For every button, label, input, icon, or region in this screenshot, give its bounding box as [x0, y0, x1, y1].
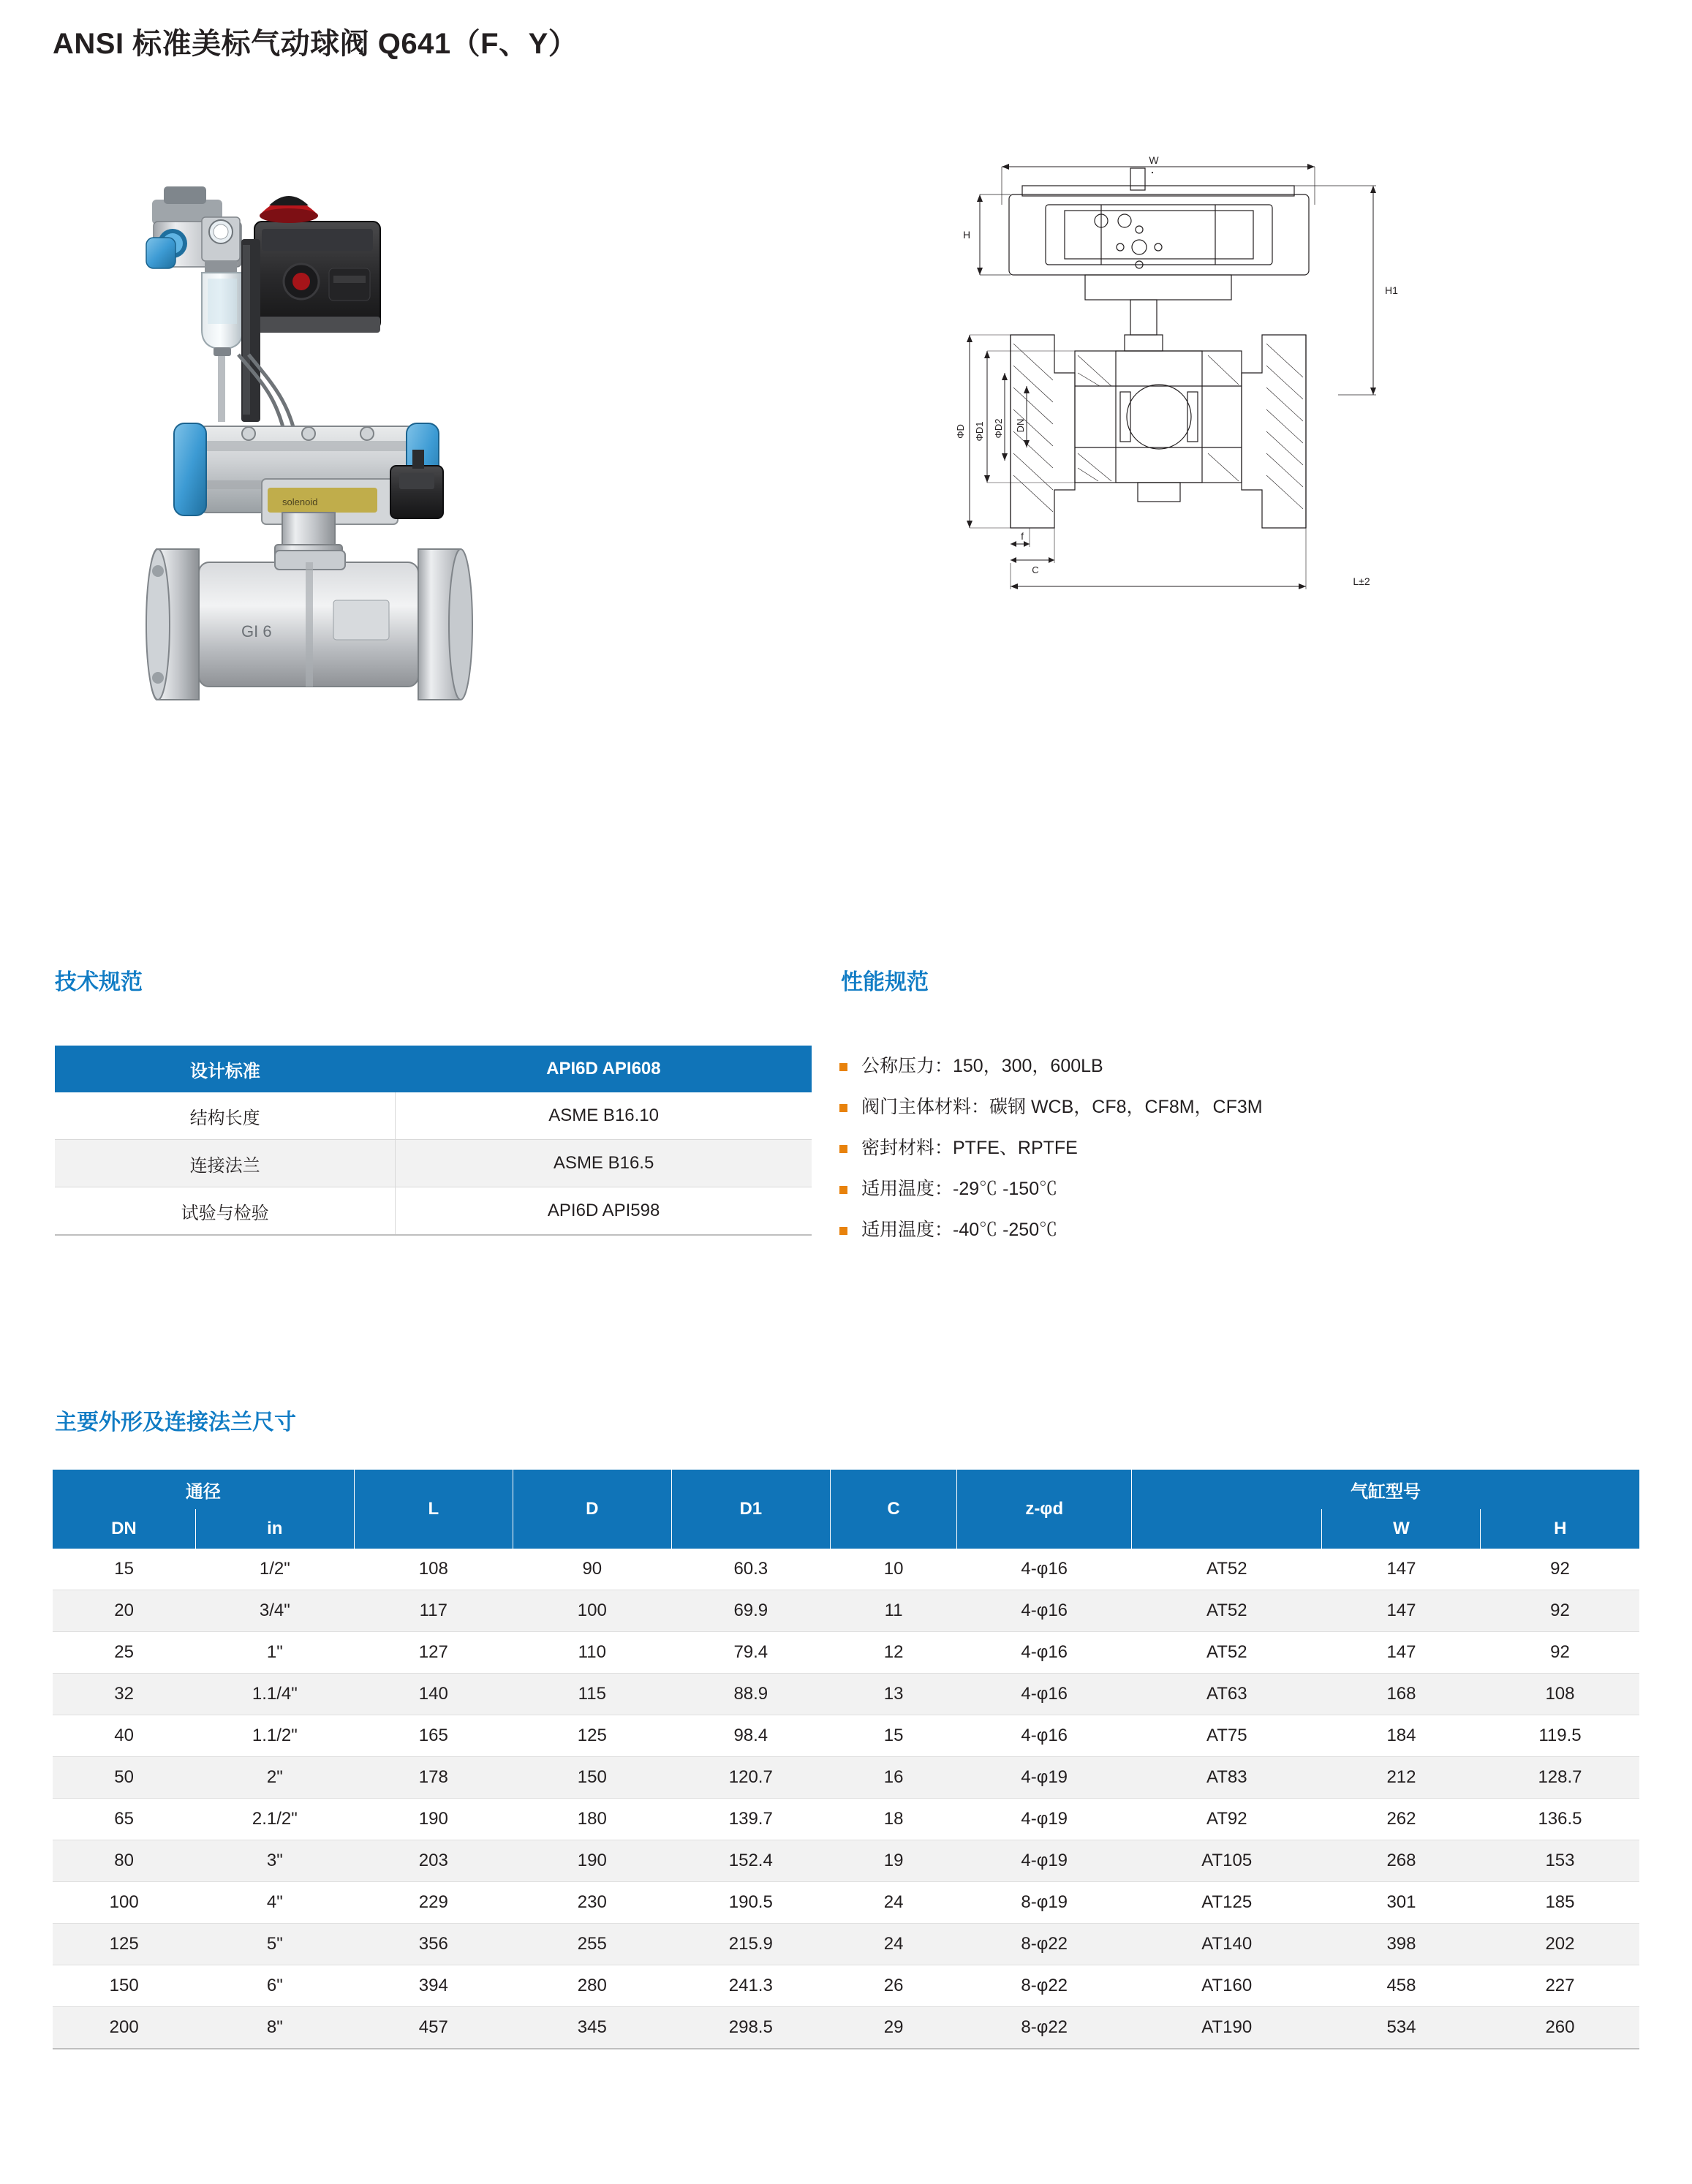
tech-spec-heading: 技术规范 [55, 970, 143, 994]
table-header-row-top [53, 1470, 1639, 1509]
dim-header-D: D [513, 1470, 671, 1549]
dim-header-zphid: z-φd [957, 1470, 1132, 1549]
tech-header-0: 设计标准 [55, 1046, 396, 1092]
dim-cell: 18 [830, 1799, 957, 1840]
dim-cell: 457 [354, 2007, 513, 2049]
dim-cell: AT92 [1132, 1799, 1322, 1840]
dim-header-D1: D1 [671, 1470, 830, 1549]
tech-cell: 连接法兰 [55, 1140, 396, 1187]
dim-cell: 212 [1322, 1757, 1481, 1799]
valve-body-marking: GI 6 [241, 622, 272, 641]
dimension-table-heading: 主要外形及连接法兰尺寸 [55, 1410, 296, 1435]
dim-cell: 4-φ16 [957, 1632, 1132, 1674]
table-header-row [55, 1046, 812, 1092]
dim-cell: 203 [354, 1840, 513, 1882]
dim-cell: 15 [53, 1549, 195, 1590]
dim-cell: 125 [513, 1715, 671, 1757]
dim-cell: 260 [1481, 2007, 1639, 2049]
dim-cell: 356 [354, 1924, 513, 1965]
dim-cell: 4-φ19 [957, 1840, 1132, 1882]
dim-cell: 117 [354, 1590, 513, 1632]
technical-drawing [929, 154, 1440, 812]
dim-cell: 534 [1322, 2007, 1481, 2049]
dim-cell: 301 [1322, 1882, 1481, 1924]
dim-cell: 4-φ19 [957, 1799, 1132, 1840]
dim-header-L: L [354, 1470, 513, 1549]
dim-cell: 178 [354, 1757, 513, 1799]
table-row [53, 1882, 1639, 1924]
dim-cell: 108 [354, 1549, 513, 1590]
drawing-label-l: L±2 [1353, 575, 1370, 587]
table-row [53, 1715, 1639, 1757]
dim-cell: 5" [195, 1924, 354, 1965]
table-row [55, 1092, 812, 1140]
performance-spec-heading: 性能规范 [841, 970, 929, 994]
drawing-label-h1: H1 [1385, 284, 1398, 296]
dim-cell: 150 [513, 1757, 671, 1799]
dim-cell: 90 [513, 1549, 671, 1590]
dim-cell: 92 [1481, 1590, 1639, 1632]
dim-cell: 8" [195, 2007, 354, 2049]
dim-cell: 3/4" [195, 1590, 354, 1632]
table-row [53, 1757, 1639, 1799]
tech-spec-table [55, 1046, 812, 1236]
dim-cell: 25 [53, 1632, 195, 1674]
dim-cell: 119.5 [1481, 1715, 1639, 1757]
performance-spec-list [839, 1046, 1629, 1250]
dim-cell: 4-φ19 [957, 1757, 1132, 1799]
list-item: 适用温度：-40℃ -250℃ [839, 1209, 1629, 1250]
dim-cell: 215.9 [671, 1924, 830, 1965]
tech-cell: API6D API598 [396, 1187, 812, 1236]
dim-cell: AT75 [1132, 1715, 1322, 1757]
dim-group-bore: 通径 [53, 1470, 354, 1509]
dim-header-W: W [1322, 1509, 1481, 1549]
dim-cell: 4-φ16 [957, 1549, 1132, 1590]
dim-cell: AT160 [1132, 1965, 1322, 2007]
photo-valve-body [146, 549, 472, 700]
dim-cell: 345 [513, 2007, 671, 2049]
dim-header-model [1132, 1509, 1322, 1549]
tech-cell: 试验与检验 [55, 1187, 396, 1236]
dim-cell: 262 [1322, 1799, 1481, 1840]
dim-cell: 100 [53, 1882, 195, 1924]
tech-cell: 结构长度 [55, 1092, 396, 1140]
drawing-label-phid: ΦD [955, 424, 966, 439]
table-row [53, 1799, 1639, 1840]
dim-cell: 458 [1322, 1965, 1481, 2007]
table-row [53, 2007, 1639, 2049]
dim-cell: 100 [513, 1590, 671, 1632]
dim-cell: 13 [830, 1674, 957, 1715]
drawing-label-h: H [962, 229, 971, 241]
dim-cell: 1" [195, 1632, 354, 1674]
dim-cell: 280 [513, 1965, 671, 2007]
dim-header-DN: DN [53, 1509, 195, 1549]
dim-cell: 108 [1481, 1674, 1639, 1715]
table-row [53, 1674, 1639, 1715]
dim-header-in: in [195, 1509, 354, 1549]
dim-cell: 180 [513, 1799, 671, 1840]
dim-cell: 32 [53, 1674, 195, 1715]
photo-limit-switch-box [254, 196, 380, 333]
dim-cell: 8-φ22 [957, 1924, 1132, 1965]
dim-cell: AT140 [1132, 1924, 1322, 1965]
dim-cell: 69.9 [671, 1590, 830, 1632]
product-photo [132, 135, 629, 888]
dim-cell: 24 [830, 1882, 957, 1924]
dim-cell: 92 [1481, 1632, 1639, 1674]
drawing-label-c: C [1032, 564, 1039, 575]
dim-cell: 29 [830, 2007, 957, 2049]
dim-cell: 19 [830, 1840, 957, 1882]
dim-cell: 4" [195, 1882, 354, 1924]
dim-cell: 3" [195, 1840, 354, 1882]
dim-cell: AT52 [1132, 1632, 1322, 1674]
dim-cell: 80 [53, 1840, 195, 1882]
dim-cell: 140 [354, 1674, 513, 1715]
list-item: 适用温度：-29℃ -150℃ [839, 1168, 1629, 1209]
dim-cell: 79.4 [671, 1632, 830, 1674]
dim-cell: AT83 [1132, 1757, 1322, 1799]
dim-cell: 88.9 [671, 1674, 830, 1715]
dim-cell: 190 [354, 1799, 513, 1840]
dim-cell: 139.7 [671, 1799, 830, 1840]
table-row [53, 1840, 1639, 1882]
dim-cell: 190 [513, 1840, 671, 1882]
dim-cell: 136.5 [1481, 1799, 1639, 1840]
dim-cell: 241.3 [671, 1965, 830, 2007]
dim-cell: 15 [830, 1715, 957, 1757]
dim-cell: 153 [1481, 1840, 1639, 1882]
dim-cell: 227 [1481, 1965, 1639, 2007]
dim-cell: 190.5 [671, 1882, 830, 1924]
table-row [55, 1187, 812, 1236]
dim-header-H: H [1481, 1509, 1639, 1549]
dim-cell: 125 [53, 1924, 195, 1965]
dim-cell: 110 [513, 1632, 671, 1674]
dim-group-cylinder: 气缸型号 [1132, 1470, 1639, 1509]
drawing-label-w: W [1149, 154, 1159, 166]
dim-cell: 202 [1481, 1924, 1639, 1965]
dim-cell: AT105 [1132, 1840, 1322, 1882]
dim-cell: 1.1/4" [195, 1674, 354, 1715]
dim-cell: 2.1/2" [195, 1799, 354, 1840]
dim-cell: 165 [354, 1715, 513, 1757]
photo-mounting-plate [241, 239, 260, 422]
dim-cell: 120.7 [671, 1757, 830, 1799]
dim-cell: 10 [830, 1549, 957, 1590]
dim-cell: 50 [53, 1757, 195, 1799]
dim-cell: AT190 [1132, 2007, 1322, 2049]
dim-cell: 147 [1322, 1632, 1481, 1674]
drawing-label-phid2: ΦD2 [993, 418, 1004, 439]
dim-cell: 147 [1322, 1549, 1481, 1590]
dim-cell: 2" [195, 1757, 354, 1799]
list-item: 阀门主体材料：碳钢 WCB，CF8，CF8M，CF3M [839, 1087, 1629, 1127]
dim-cell: 152.4 [671, 1840, 830, 1882]
dim-cell: 8-φ22 [957, 2007, 1132, 2049]
svg-text:solenoid: solenoid [282, 496, 318, 507]
dim-cell: 229 [354, 1882, 513, 1924]
dim-cell: 128.7 [1481, 1757, 1639, 1799]
list-item: 公称压力：150，300，600LB [839, 1046, 1629, 1087]
dim-cell: 8-φ22 [957, 1965, 1132, 2007]
photo-filter-regulator [146, 186, 243, 422]
dim-cell: 230 [513, 1882, 671, 1924]
dim-cell: 185 [1481, 1882, 1639, 1924]
dim-cell: 98.4 [671, 1715, 830, 1757]
drawing-label-f: f [1021, 531, 1024, 542]
dim-cell: 11 [830, 1590, 957, 1632]
dim-cell: 168 [1322, 1674, 1481, 1715]
dim-cell: 1/2" [195, 1549, 354, 1590]
dim-cell: 4-φ16 [957, 1590, 1132, 1632]
dim-cell: 4-φ16 [957, 1674, 1132, 1715]
dim-cell: 20 [53, 1590, 195, 1632]
list-item: 密封材料：PTFE、RPTFE [839, 1127, 1629, 1168]
table-row [53, 1632, 1639, 1674]
dim-cell: 60.3 [671, 1549, 830, 1590]
dim-cell: 12 [830, 1632, 957, 1674]
dim-cell: 298.5 [671, 2007, 830, 2049]
dim-header-C: C [830, 1470, 957, 1549]
tech-cell: ASME B16.5 [396, 1140, 812, 1187]
dim-cell: 147 [1322, 1590, 1481, 1632]
dim-cell: 115 [513, 1674, 671, 1715]
table-row [53, 1965, 1639, 2007]
dim-cell: 92 [1481, 1549, 1639, 1590]
dim-cell: AT125 [1132, 1882, 1322, 1924]
page-title: ANSI 标准美标气动球阀 Q641（F、Y） [53, 28, 578, 60]
table-row [53, 1924, 1639, 1965]
dim-cell: 8-φ19 [957, 1882, 1132, 1924]
dim-cell: 1.1/2" [195, 1715, 354, 1757]
dim-cell: AT52 [1132, 1549, 1322, 1590]
dim-cell: 200 [53, 2007, 195, 2049]
table-row [53, 1549, 1639, 1590]
dim-cell: AT52 [1132, 1590, 1322, 1632]
table-row [55, 1140, 812, 1187]
dim-cell: 398 [1322, 1924, 1481, 1965]
dim-cell: 26 [830, 1965, 957, 2007]
dim-cell: 65 [53, 1799, 195, 1840]
table-row [53, 1590, 1639, 1632]
dim-cell: 255 [513, 1924, 671, 1965]
dim-cell: 6" [195, 1965, 354, 2007]
dim-cell: 127 [354, 1632, 513, 1674]
dim-cell: 268 [1322, 1840, 1481, 1882]
dim-cell: 4-φ16 [957, 1715, 1132, 1757]
dim-cell: AT63 [1132, 1674, 1322, 1715]
tech-cell: ASME B16.10 [396, 1092, 812, 1140]
dim-cell: 16 [830, 1757, 957, 1799]
dim-cell: 150 [53, 1965, 195, 2007]
dim-cell: 24 [830, 1924, 957, 1965]
drawing-label-phid1: ΦD1 [974, 421, 985, 442]
dimension-table [53, 1470, 1639, 2049]
dim-cell: 184 [1322, 1715, 1481, 1757]
dim-cell: 40 [53, 1715, 195, 1757]
dim-cell: 394 [354, 1965, 513, 2007]
drawing-label-dn: DN [1015, 418, 1026, 433]
tech-header-1: API6D API608 [396, 1046, 812, 1092]
